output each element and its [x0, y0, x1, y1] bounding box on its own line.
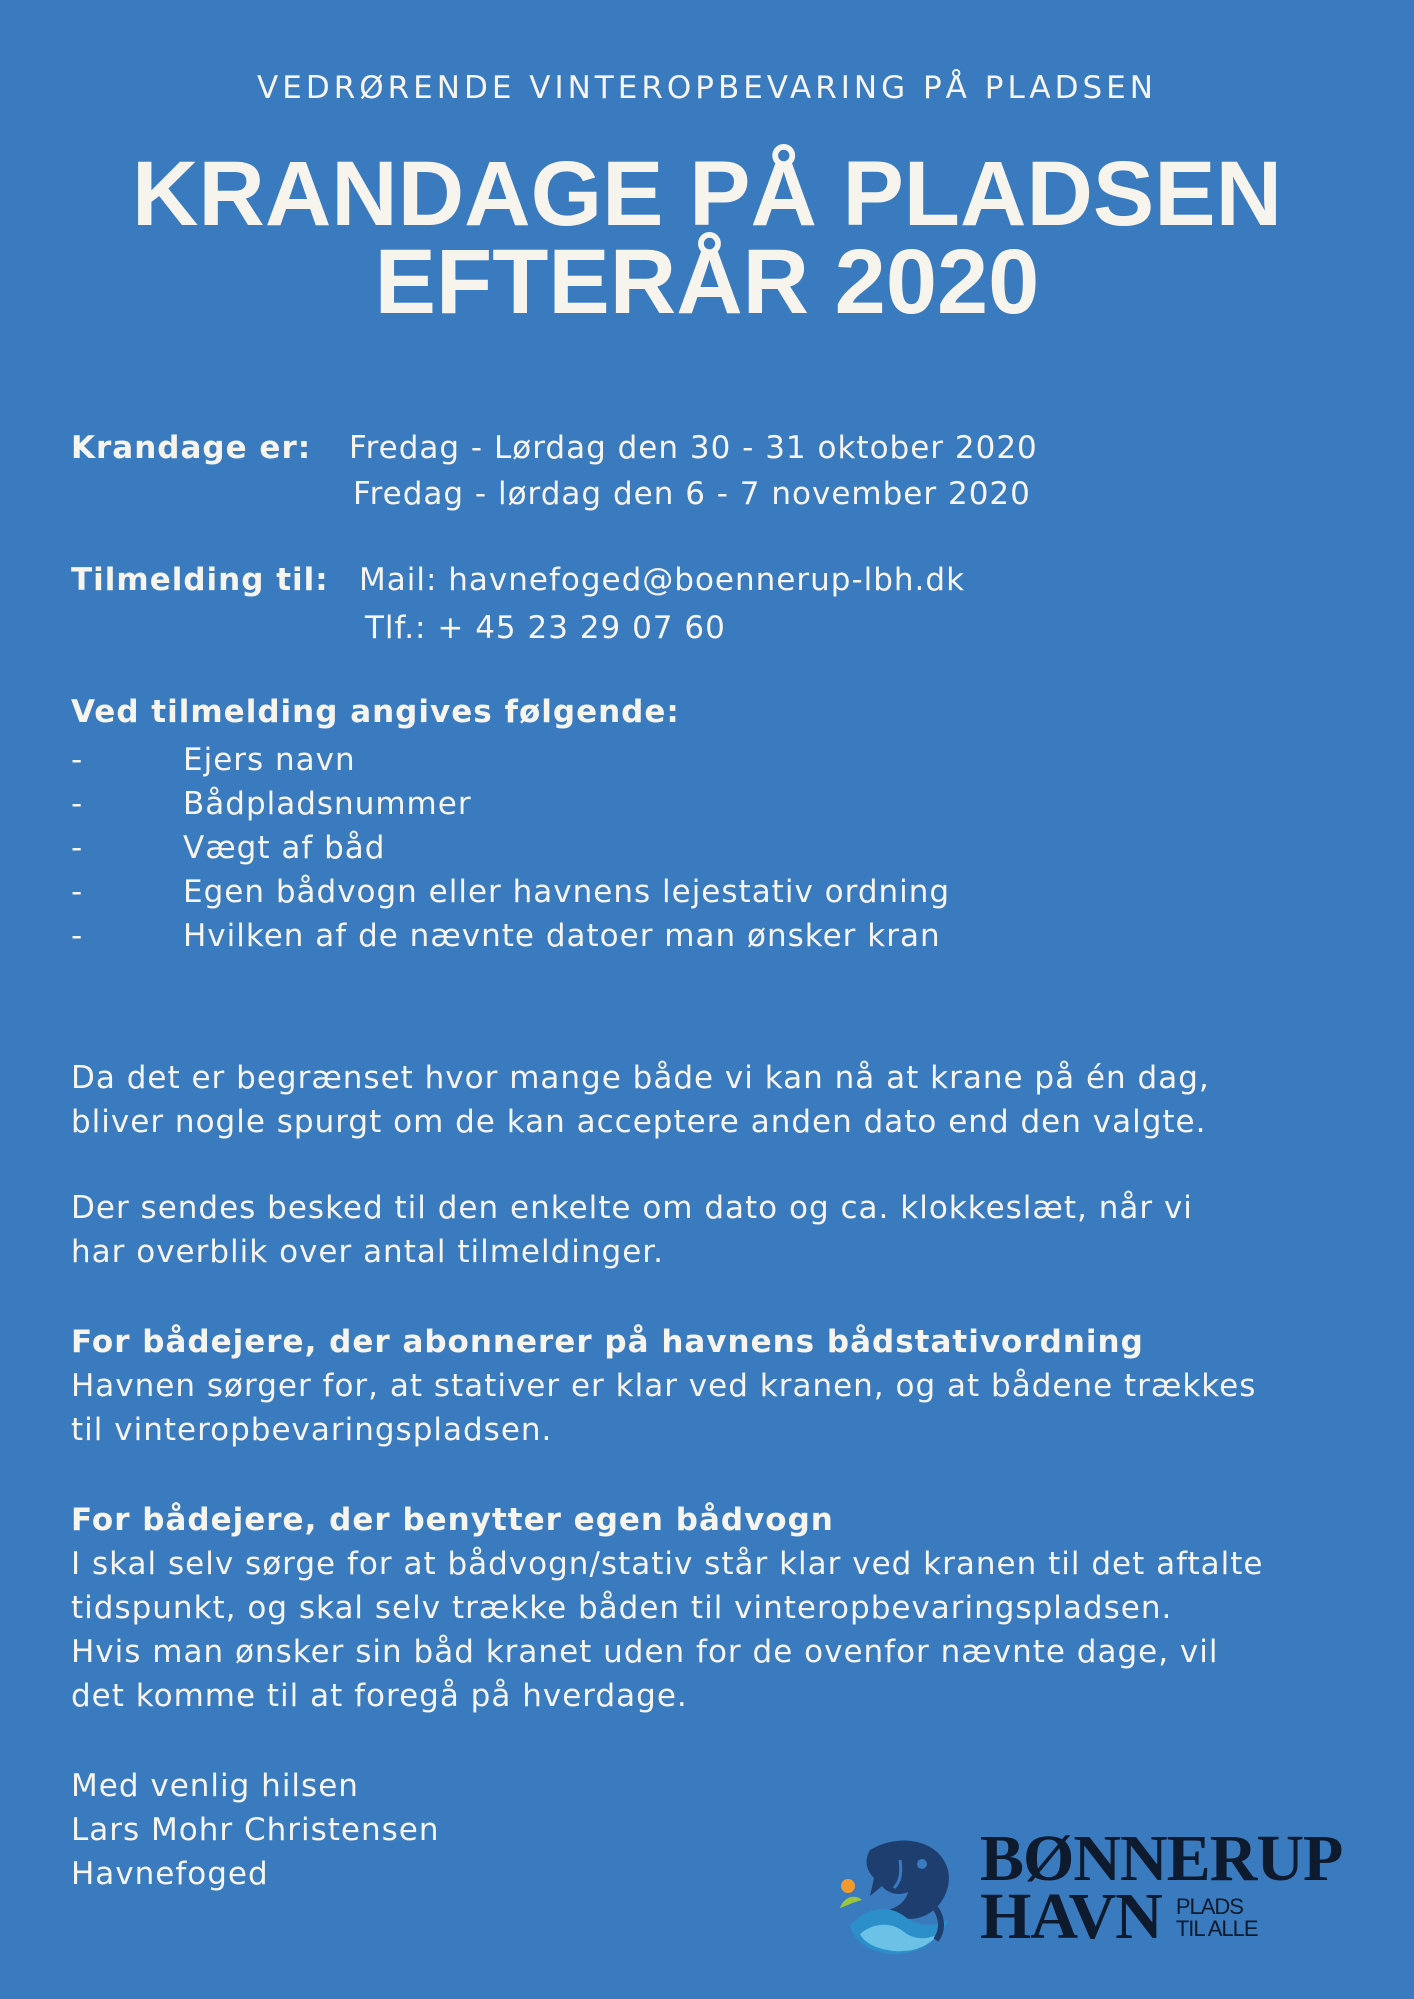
- paragraph-line: tidspunkt, og skal selv trække båden til vinteropbevaringspladsen.: [71, 1590, 1173, 1626]
- list-bullet: -: [71, 742, 84, 778]
- brand-line-2: HAVN: [980, 1880, 1162, 1953]
- list-item: [71, 786, 472, 822]
- eyebrow-text: VEDRØRENDE VINTEROPBEVARING PÅ PLADSEN: [257, 70, 1157, 106]
- list-bullet: -: [71, 918, 84, 954]
- page-title: [0, 143, 1414, 333]
- subscribers-section: [71, 1320, 1361, 1452]
- signature-name: Lars Mohr Christensen: [71, 1812, 440, 1848]
- tagline-line-1: PLADS: [1175, 1894, 1243, 1919]
- signature: [71, 1764, 440, 1896]
- list-item-text: Ejers navn: [183, 742, 356, 778]
- capacity-paragraph: [71, 1056, 1361, 1144]
- registration-label: Tilmelding til:: [71, 562, 329, 598]
- brand-tagline: [1176, 1896, 1258, 1940]
- notice-paragraph: [71, 1186, 1361, 1274]
- list-item-text: Vægt af båd: [183, 830, 386, 866]
- paragraph-line: har overblik over antal tilmeldinger.: [71, 1234, 665, 1270]
- paragraph-line: bliver nogle spurgt om de kan acceptere anden dato end den valgte.: [71, 1104, 1207, 1140]
- list-item-text: Egen bådvogn eller havnens lejestativ ordning: [183, 874, 951, 910]
- paragraph-line: Da det er begrænset hvor mange både vi kan nå at krane på én dag,: [71, 1060, 1210, 1096]
- paragraph-line: Hvis man ønsker sin båd kranet uden for de ovenfor nævnte dage, vil: [71, 1634, 1219, 1670]
- brand-line-1: BØNNERUP: [980, 1822, 1343, 1895]
- brand-line-2-row: [980, 1880, 1342, 1953]
- list-item: [71, 918, 941, 954]
- registration-row: [71, 562, 329, 598]
- crane-days-label: Krandage er:: [71, 430, 312, 466]
- registration-phone: Tlf.: + 45 23 29 07 60: [365, 610, 726, 646]
- list-item-text: Bådpladsnummer: [183, 786, 472, 822]
- title-line-1: KRANDAGE PÅ PLADSEN: [131, 143, 1283, 245]
- section-heading: For bådejere, der benytter egen bådvogn: [71, 1502, 834, 1538]
- harbour-logo: [830, 1822, 1390, 1964]
- paragraph-line: I skal selv sørge for at bådvogn/stativ står klar ved kranen til det aftalte: [71, 1546, 1264, 1582]
- registration-mail: Mail: havnefoged@boennerup-lbh.dk: [359, 562, 966, 598]
- list-bullet: -: [71, 786, 84, 822]
- list-item: [71, 830, 385, 866]
- signature-role: Havnefoged: [71, 1856, 269, 1892]
- list-item: [71, 874, 950, 910]
- list-bullet: -: [71, 874, 84, 910]
- paragraph-line: til vinteropbevaringspladsen.: [71, 1412, 553, 1448]
- brand-wordmark: [980, 1822, 1343, 1953]
- signature-greeting: Med venlig hilsen: [71, 1768, 359, 1804]
- tagline-line-2: TIL ALLE: [1175, 1916, 1258, 1941]
- paragraph-line: Der sendes besked til den enkelte om dato og ca. klokkeslæt, når vi: [71, 1190, 1193, 1226]
- crane-date-2: Fredag - lørdag den 6 - 7 november 2020: [353, 476, 1031, 512]
- requirements-heading: Ved tilmelding angives følgende:: [71, 694, 680, 730]
- title-line-2: EFTERÅR 2020: [374, 231, 1040, 333]
- list-item-text: Hvilken af de nævnte datoer man ønsker kran: [183, 918, 941, 954]
- section-heading: For bådejere, der abonnerer på havnens bådstativordning: [71, 1324, 1144, 1360]
- own-trailer-section: [71, 1498, 1361, 1718]
- crane-days-row: [71, 430, 311, 466]
- fish-wave-icon: [830, 1830, 970, 1964]
- crane-date-1: Fredag - Lørdag den 30 - 31 oktober 2020: [349, 430, 1038, 466]
- list-bullet: -: [71, 830, 84, 866]
- list-item: [71, 742, 356, 778]
- paragraph-line: Havnen sørger for, at stativer er klar ved kranen, og at bådene trækkes: [71, 1368, 1257, 1404]
- paragraph-line: det komme til at foregå på hverdage.: [71, 1678, 688, 1714]
